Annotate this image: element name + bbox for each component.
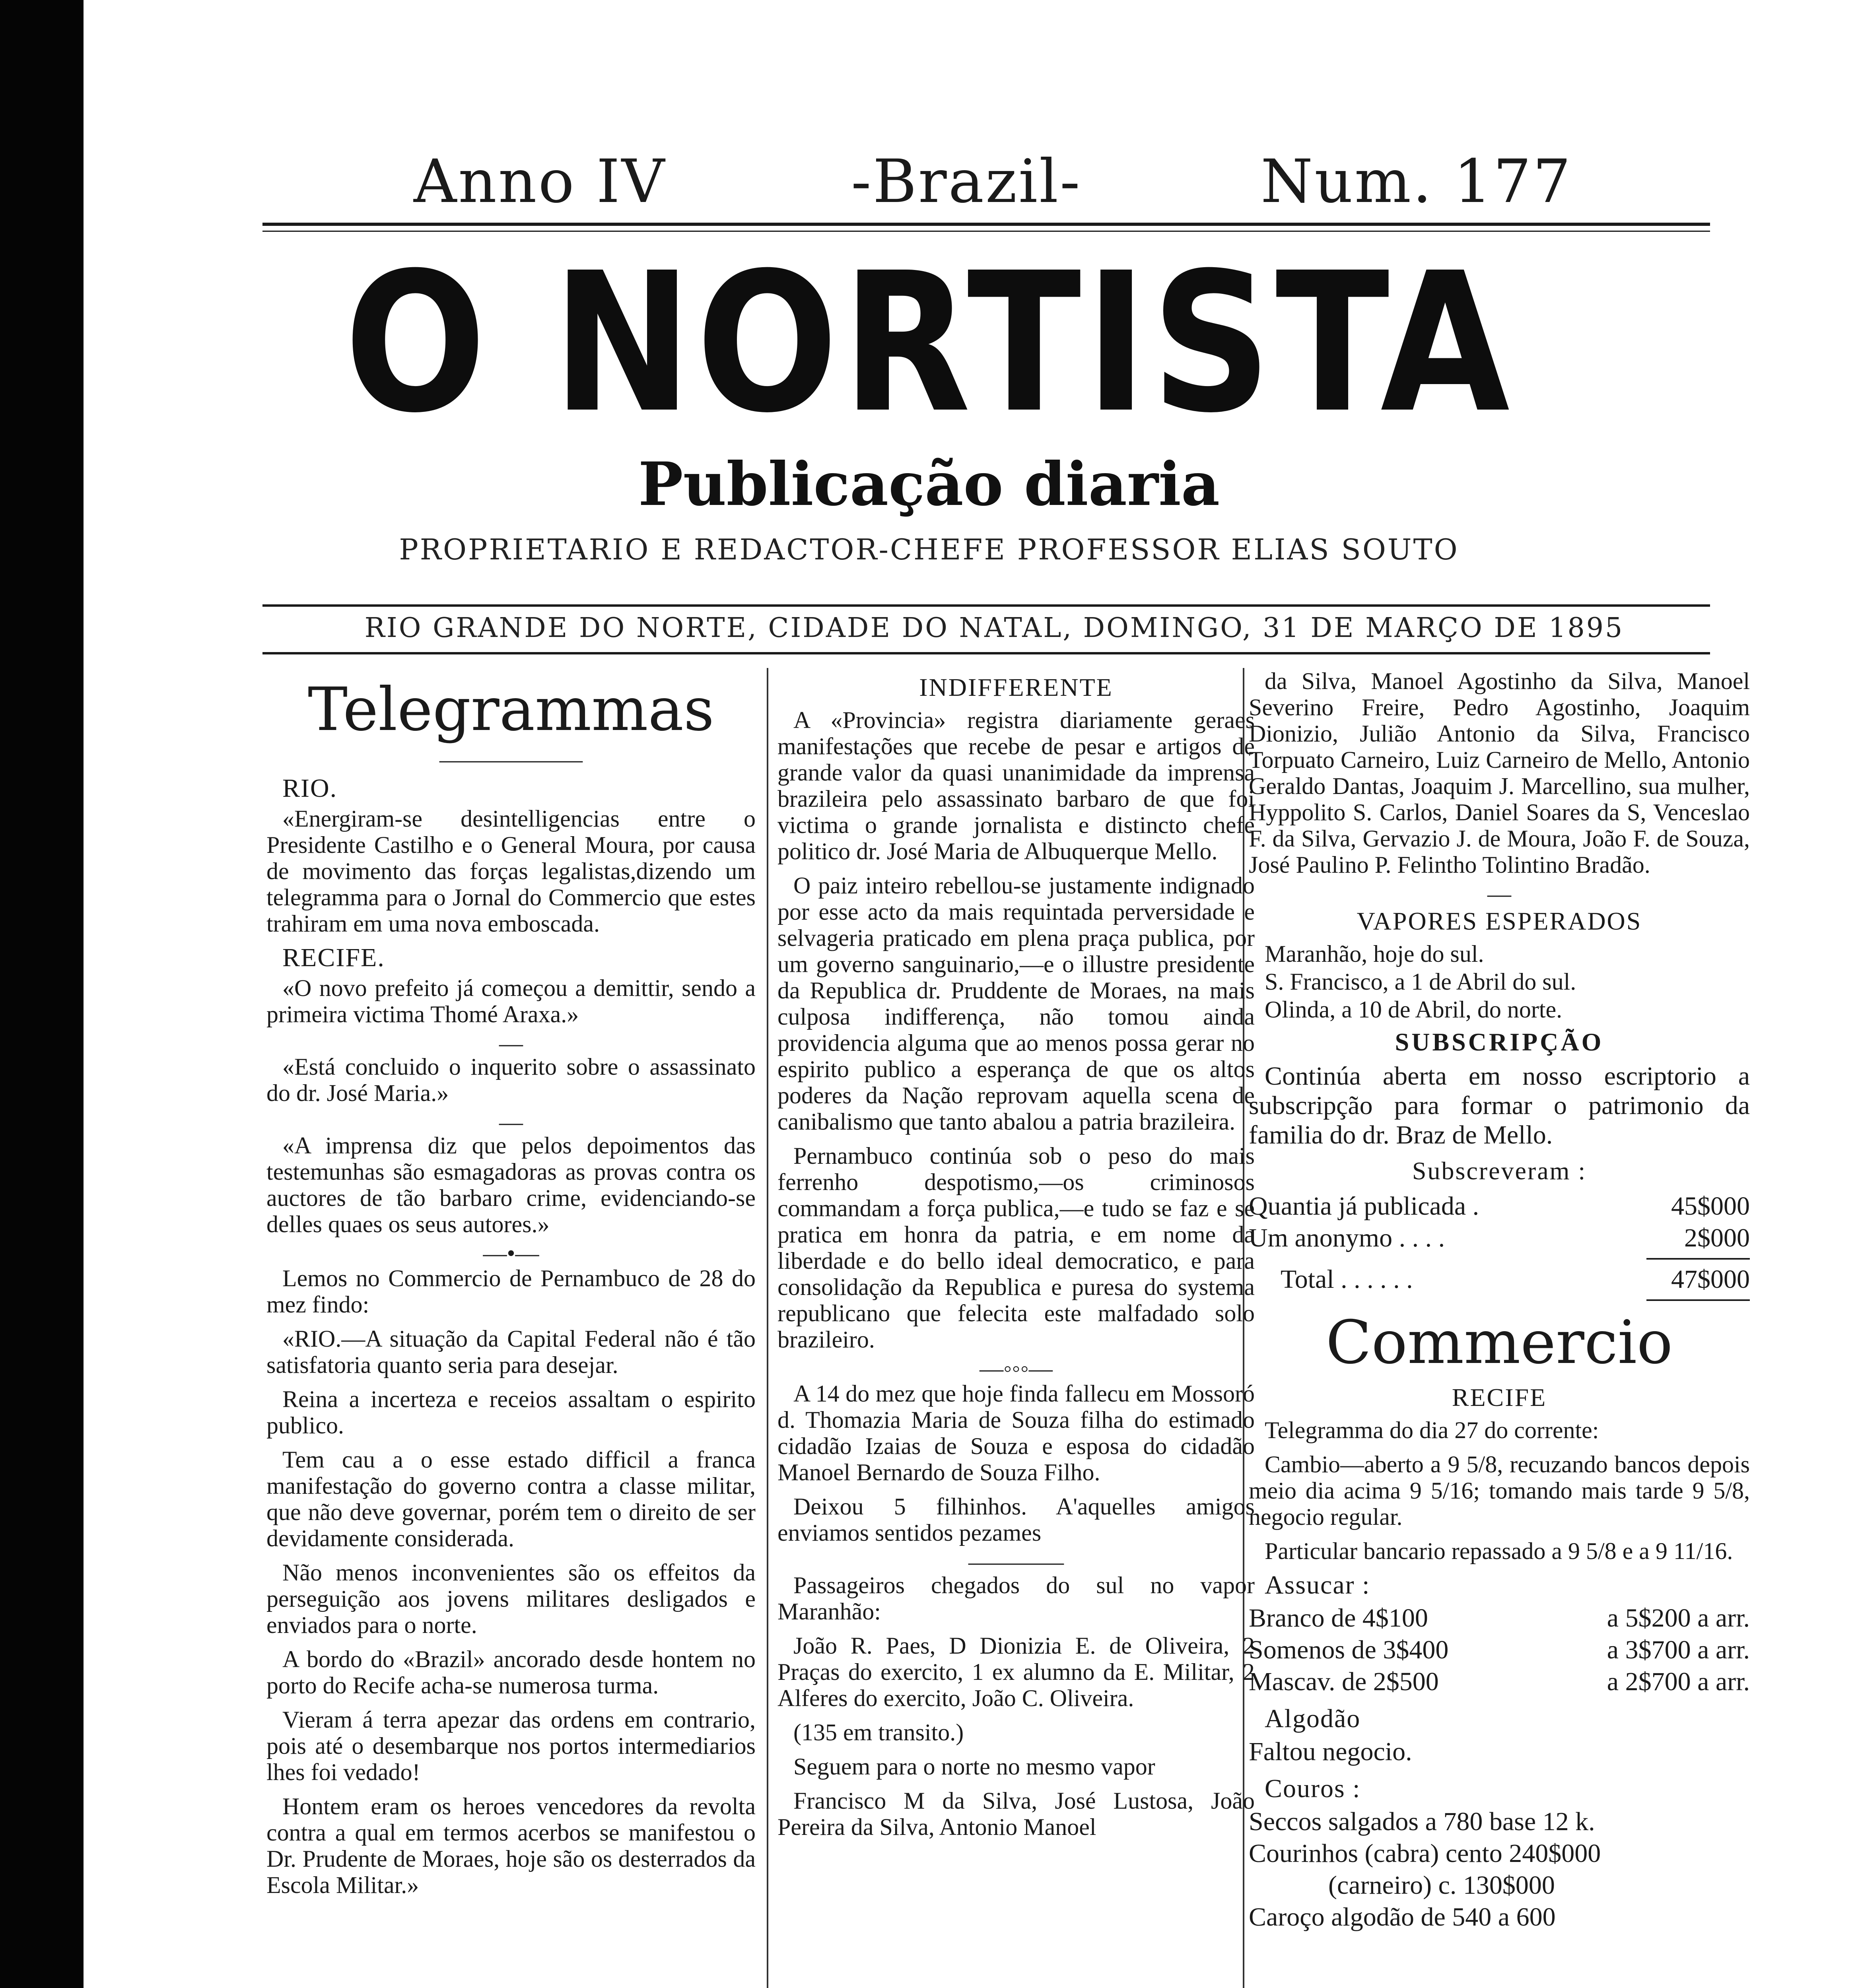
dateline-rule-top: [262, 604, 1710, 607]
volume-label: Anno IV: [414, 147, 667, 216]
price-row: [1249, 1666, 1750, 1698]
faltou-negocio: Faltou negocio.: [1249, 1737, 1412, 1766]
rio-telegram: «Energiram-se desintelligencias entre o Presidente Castilho e o General Moura, por causa de movimento das forças legalistas,dizendo um telegramma para o Jornal do Commercio que estes trahiram em uma nova emboscada.: [266, 806, 756, 937]
couros-label: Couros :: [1265, 1774, 1361, 1803]
divider-dash: ————: [968, 1549, 1064, 1575]
recife-label: RECIFE.: [282, 943, 385, 972]
price-row-value: a 5$200 a arr.: [1607, 1604, 1750, 1633]
passengers-transit: (135 em transito.): [793, 1719, 964, 1745]
vapores-heading: VAPORES ESPERADOS: [1357, 907, 1642, 935]
column-divider-1: [767, 668, 768, 1988]
subscription-total-row: [1249, 1264, 1750, 1295]
subscription-row-label: Quantia já publicada .: [1249, 1192, 1479, 1221]
commercio-recife: RECIFE: [1452, 1383, 1547, 1411]
price-row: [1249, 1634, 1750, 1666]
ship-schedule-row: Olinda, a 10 de Abril, do norte.: [1265, 996, 1563, 1023]
price-row-label: Mascav. de 2$500: [1249, 1667, 1439, 1696]
article-paragraph: O paiz inteiro rebellou-se justamente indignado por esse acto da mais requintada perversidade e selvageria praticado em plena praça publica, por um governo sanguinario,—e o illustre presidente da Republica dr. Pruddente de Moraes, na mais culposa indifferença, não tomou ainda providencia alguma que ao menos possa gerar no espirito publico a esperança de que os altos poderes da Nação reprovam aquella scena de canibalismo que tanto abalou a patria brazileira.: [777, 872, 1255, 1135]
divider-dash: —: [499, 1030, 523, 1056]
proprietor-line: PROPRIETARIO E REDACTOR-CHEFE PROFESSOR ELIAS SOUTO: [399, 533, 1459, 566]
subscreveram-label: Subscreveram :: [1412, 1157, 1587, 1185]
commercio-paragraph: «RIO.—A situação da Capital Federal não é tão satisfatoria quanto seria para desejar.: [266, 1326, 756, 1378]
ornament-divider: —•—: [483, 1240, 539, 1266]
couros-row: Caroço algodão de 540 a 600: [1249, 1903, 1556, 1932]
column-indifferente: [777, 668, 1255, 1848]
price-row-label: Branco de 4$100: [1249, 1604, 1428, 1633]
recife-telegram-2: «Está concluido o inquerito sobre o assassinato do dr. José Maria.»: [266, 1054, 756, 1106]
article-paragraph: Pernambuco continúa sob o peso do mais ferrenho despotismo,—os criminosos commandam a força publica,—e tudo se faz e se pratica em honra da patria, e em nome da liberdade e do bello ideal democratico, e para consolidação da Republica e puresa do systema republicano que felecita este malfadado solo brazileiro.: [777, 1143, 1255, 1353]
country-label: -Brazil-: [851, 147, 1082, 216]
commercio-paragraph: Reina a incerteza e receios assaltam o espirito publico.: [266, 1386, 756, 1439]
divider-dash: —: [1487, 881, 1511, 907]
rio-label: RIO.: [282, 774, 338, 803]
passengers-intro: Passageiros chegados do sul no vapor Maranhão:: [777, 1572, 1255, 1625]
dateline-rule-bottom: [262, 652, 1710, 654]
passengers-north-list: Francisco M da Silva, José Lustosa, João Pereira da Silva, Antonio Manoel: [777, 1788, 1255, 1840]
divider-dash: —: [499, 1109, 523, 1135]
subscription-row: [1249, 1190, 1750, 1222]
subscription-total-label: Total . . . . . .: [1281, 1265, 1413, 1294]
newspaper-subtitle: Publicação diaria: [638, 449, 1220, 519]
total-rule: [1646, 1258, 1750, 1260]
recife-telegram-3: «A imprensa diz que pelos depoimentos das testemunhas são esmagadoras as provas contra os auctores de tão barbaro crime, evidenciando-se delles quaes os seus autores.»: [266, 1132, 756, 1237]
passengers-list: João R. Paes, D Dionizia E. de Oliveira, 2 Praças do exercito, 1 ex alumno da E. Militar, 2 Alferes do exercito, João C. Oliveira.: [777, 1633, 1255, 1711]
ship-schedule-row: S. Francisco, a 1 de Abril do sul.: [1265, 969, 1576, 995]
passengers-north-intro: Seguem para o norte no mesmo vapor: [793, 1753, 1155, 1780]
commercio-paragraph: A bordo do «Brazil» ancorado desde hontem no porto do Recife acha-se numerosa turma.: [266, 1646, 756, 1699]
commercio-cambio: Cambio—aberto a 9 5/8, recuzando bancos depois meio dia acima 9 5/16; tomando mais tarde 9 5/8, negocio regular.: [1249, 1451, 1750, 1530]
commercio-heading: Commercio: [1325, 1308, 1673, 1377]
couros-row: Courinhos (cabra) cento 240$000: [1249, 1839, 1601, 1868]
telegrammas-heading: Telegrammas: [308, 675, 714, 744]
commercio-paragraph: Vieram á terra apezar das ordens em contrario, pois até o desembarque nos portos intermediarios lhes foi vedado!: [266, 1706, 756, 1785]
column-right: [1249, 668, 1750, 1933]
price-row-value: a 2$700 a arr.: [1607, 1667, 1750, 1696]
obituary-paragraph: A 14 do mez que hoje finda fallecu em Mossoró d. Thomazia Maria de Souza filha do estimado cidadão Izaias de Souza e esposa do cidadão Manoel Bernardo de Souza Filho.: [777, 1380, 1255, 1485]
obituary-paragraph: Deixou 5 filhinhos. A'aquelles amigos enviamos sentidos pezames: [777, 1493, 1255, 1546]
total-rule: [1646, 1299, 1750, 1301]
article-paragraph: A «Provincia» registra diariamente geraes manifestações que recebe de pesar e artigos de grande valor da quasi unanimidade da imprensa brazileira pelo assassinato barbaro de que foi victima o grande jornalista e distincto chefe politico dr. José Maria de Albuquerque Mello.: [777, 707, 1255, 864]
ornament-divider: —◦◦◦—: [980, 1355, 1053, 1382]
header-rule-top: [262, 223, 1710, 226]
divider-dash: ——————: [439, 746, 583, 773]
subscricao-text: Continúa aberta em nosso escriptorio a subscripção para formar o patrimonio da familia do dr. Braz de Mello.: [1249, 1062, 1750, 1149]
recife-telegram-1: «O novo prefeito já começou a demittir, sendo a primeira victima Thomé Araxa.»: [266, 975, 756, 1027]
couros-row: Seccos salgados a 780 base 12 k.: [1249, 1807, 1595, 1836]
subscription-row-value: 2$000: [1684, 1223, 1750, 1252]
commercio-paragraph: Não menos inconvenientes são os effeitos da perseguição aos jovens militares desligados e enviados para o norte.: [266, 1559, 756, 1638]
assucar-label: Assucar :: [1265, 1571, 1370, 1600]
subscription-row-value: 45$000: [1671, 1192, 1750, 1221]
price-row-label: Somenos de 3$400: [1249, 1635, 1449, 1664]
commercio-intro: Lemos no Commercio de Pernambuco de 28 do mez findo:: [266, 1265, 756, 1318]
commercio-paragraph: Tem cau a o esse estado difficil a franca manifestação do governo contra a classe militar, que não deve governar, porém tem o direito de ser devidamente considerada.: [266, 1446, 756, 1551]
subscription-row: [1249, 1222, 1750, 1254]
couros-row: (carneiro) c. 130$000: [1328, 1871, 1555, 1900]
subscricao-heading: SUBSCRIPÇÃO: [1395, 1028, 1604, 1056]
newspaper-title: O NORTISTA: [344, 231, 1514, 456]
ship-schedule-row: Maranhão, hoje do sul.: [1265, 941, 1484, 967]
commercio-paragraph: Hontem eram os heroes vencedores da revolta contra a qual em termos acerbos se manifestou o Dr. Prudente de Moraes, hoje são os desterrados da Escola Militar.»: [266, 1793, 756, 1898]
issue-number: Num. 177: [1261, 147, 1572, 216]
passengers-continued: da Silva, Manoel Agostinho da Silva, Manoel Severino Freire, Pedro Agostinho, Joaquim Dionizio, Julião Antonio da Silva, Francisco Torpuato Carneiro, Luiz Carneiro de Mello, Antonio Geraldo Dantas, Joaquim J. Marcellino, sua mulher, Hyppolito S. Carlos, Daniel Soares da S, Venceslao F. da Silva, Gervazio J. de Moura, João F. de Souza, José Paulino P. Felintho Tolintino Bradão.: [1249, 668, 1750, 878]
subscription-total-value: 47$000: [1671, 1265, 1750, 1294]
indifferente-heading: INDIFFERENTE: [919, 673, 1113, 701]
commercio-telegramma: Telegramma do dia 27 do corrente:: [1265, 1417, 1599, 1443]
algodao-label: Algodão: [1265, 1704, 1361, 1733]
commercio-particular: Particular bancario repassado a 9 5/8 e a 9 11/16.: [1265, 1538, 1733, 1564]
column-telegrammas: [266, 668, 756, 1906]
dateline: RIO GRANDE DO NORTE, CIDADE DO NATAL, DOMINGO, 31 DE MARÇO DE 1895: [364, 612, 1624, 644]
price-row: [1249, 1602, 1750, 1634]
price-row-value: a 3$700 a arr.: [1607, 1635, 1750, 1664]
subscription-row-label: Um anonymo . . . .: [1249, 1223, 1445, 1252]
